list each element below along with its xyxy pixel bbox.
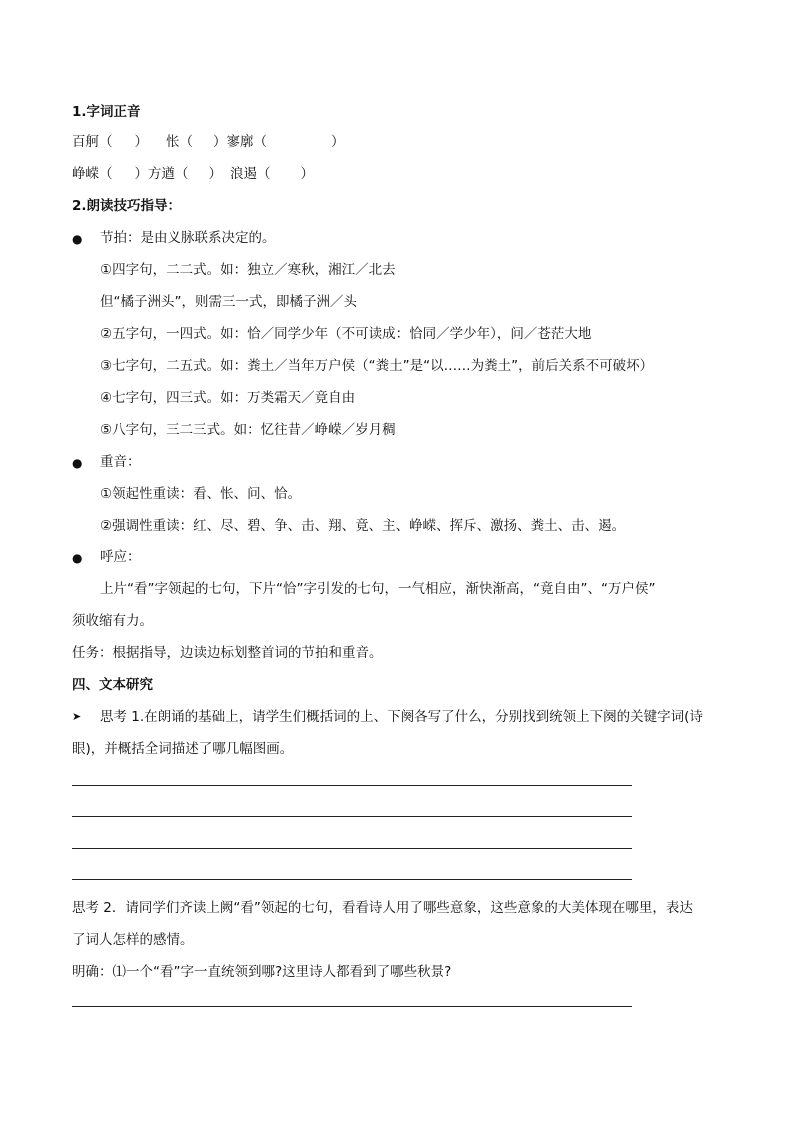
word-zhengrong: 峥嵘（ <box>72 166 113 182</box>
stress-heading: 重音： <box>100 454 141 470</box>
rhythm-heading: 节拍：是由义脉联系决定的。 <box>100 230 276 246</box>
rhythm-line-1: ①四字句，二二式。如：独立／寒秋，湘江／北去 <box>100 262 396 278</box>
echo-heading: 呼应： <box>100 549 141 565</box>
think1-line-2: 眼)，并概括全词描述了哪几幅图画。 <box>72 741 294 757</box>
answer-line[interactable] <box>72 848 632 849</box>
echo-line-1: 上片“看”字领起的七句，下片“恰”字引发的七句，一气相应，渐快渐高，“竟自由”、“万户侯” <box>100 581 656 597</box>
pinyin-row-1: 百舸（ ） 怅（ ）寥廓（ ） <box>72 134 345 150</box>
answer-line[interactable] <box>72 785 632 786</box>
section4-heading: 四、文本研究 <box>72 677 153 693</box>
bullet-icon: ● <box>72 232 83 246</box>
word-chang: 怅（ <box>166 134 193 150</box>
think2-line-1: 思考 2．请同学们齐读上阙“看”领起的七句，看看诗人用了哪些意象，这些意象的大美体现在哪里，表达 <box>72 900 693 916</box>
clarify-line: 明确：⑴一个“看”字一直统领到哪?这里诗人都看到了哪些秋景? <box>72 964 452 980</box>
bullet-icon: ● <box>72 456 83 470</box>
bullet-icon: ● <box>72 551 83 565</box>
rhythm-line-2: 但“橘子洲头”，则需三一式，即橘子洲／头 <box>100 294 357 310</box>
echo-line-2: 须收缩有力。 <box>72 613 153 629</box>
stress-line-1: ①领起性重读：看、怅、问、恰。 <box>100 486 302 502</box>
word-baige: 百舸（ <box>72 134 113 150</box>
answer-line[interactable] <box>72 1006 632 1007</box>
rhythm-line-3: ②五字句，一四式。如：恰／同学少年（不可读成：恰同／学少年），问／苍茫大地 <box>100 326 592 342</box>
rhythm-line-4: ③七字句，二五式。如：粪土／当年万户侯（“粪土”是“以……为粪土”，前后关系不可破坏） <box>100 358 654 374</box>
stress-line-2: ②强调性重读：红、尽、碧、争、击、翔、竟、主、峥嵘、挥斥、激扬、粪土、击、遏。 <box>100 518 626 534</box>
word-langer: 浪遏（ <box>230 166 271 182</box>
answer-line[interactable] <box>72 879 632 880</box>
rhythm-line-6: ⑤八字句，三二三式。如：忆往昔／峥嵘／岁月稠 <box>100 422 396 438</box>
arrow-icon: ➤ <box>72 710 82 723</box>
word-liaokuo: 寥廓（ <box>226 134 267 150</box>
rhythm-line-5: ④七字句，四三式。如：万类霜天／竟自由 <box>100 390 356 406</box>
pinyin-row-2: 峥嵘（ ）方遒（ ） 浪遏（ ） <box>72 166 314 182</box>
section2-heading: 2.朗读技巧指导： <box>72 198 182 214</box>
task-line: 任务：根据指导，边读边标划整首词的节拍和重音。 <box>72 645 383 661</box>
think1-line-1: 思考 1.在朗诵的基础上，请学生们概括词的上、下阕各写了什么，分别找到统领上下阕的关键字词(诗 <box>100 709 703 725</box>
answer-line[interactable] <box>72 816 632 817</box>
word-fangqiu: 方遒（ <box>148 166 189 182</box>
section1-heading: 1.字词正音 <box>72 104 141 120</box>
think2-line-2: 了词人怎样的感情。 <box>72 932 194 948</box>
